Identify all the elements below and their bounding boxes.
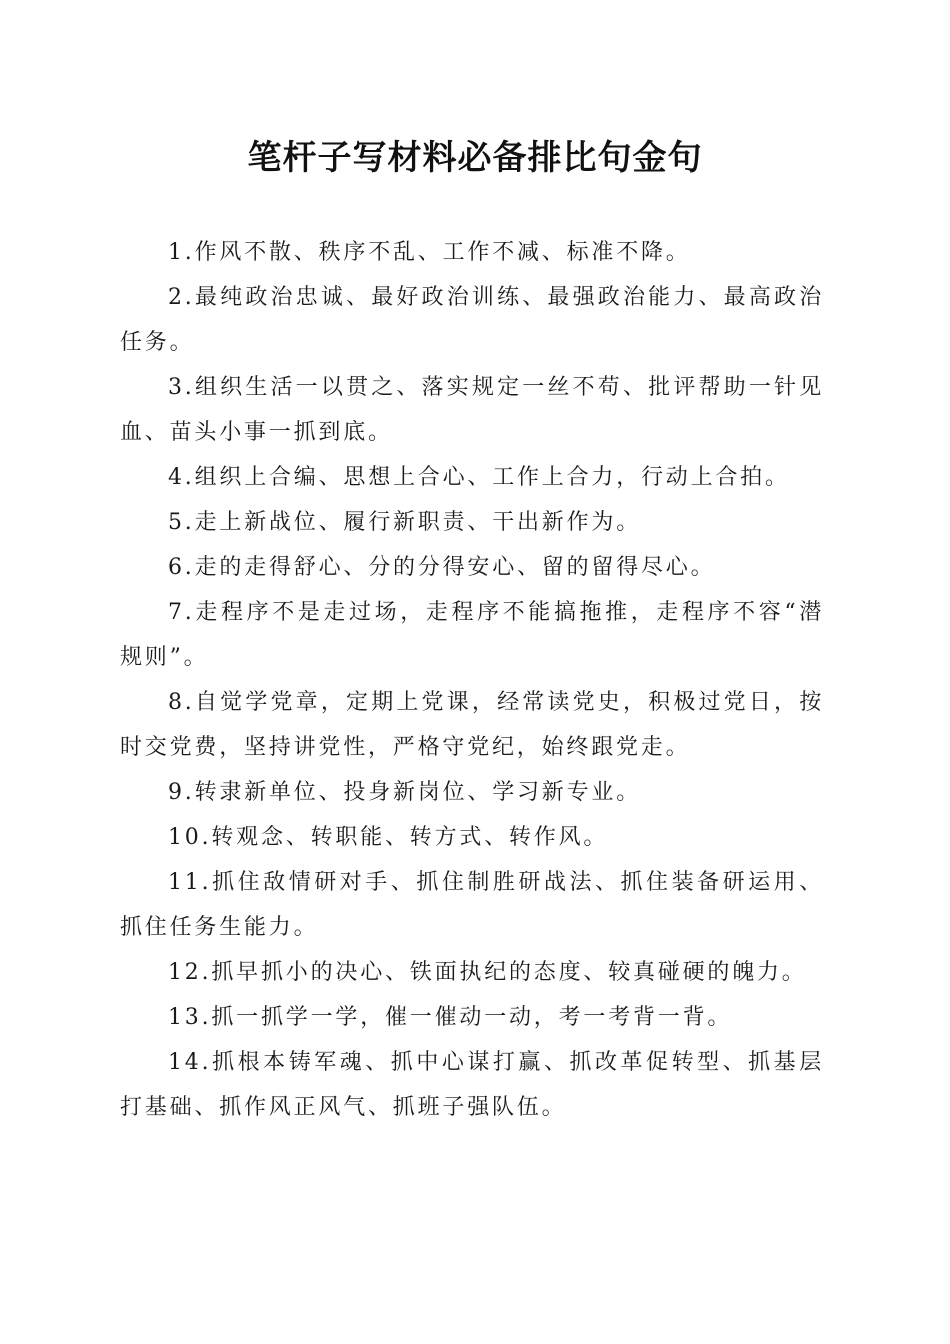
paragraph-10: 10.转观念、转职能、转方式、转作风。: [168, 825, 609, 850]
document-title: 笔杆子写材料必备排比句金句: [247, 138, 703, 178]
paragraph-6: 6.走的走得舒心、分的分得安心、留的留得尽心。: [168, 555, 716, 580]
paragraph-1: 1.作风不散、秩序不乱、工作不减、标准不降。: [168, 240, 691, 265]
paragraph-7: 7.走程序不是走过场，走程序不能搞拖推，走程序不容“潜规则”。: [120, 600, 824, 670]
paragraph-9: 9.转隶新单位、投身新岗位、学习新专业。: [168, 780, 641, 805]
document-body: [120, 230, 824, 1130]
paragraph-3: 3.组织生活一以贯之、落实规定一丝不苟、批评帮助一针见血、苗头小事一抓到底。: [120, 375, 824, 445]
paragraph-12: 12.抓早抓小的决心、铁面执纪的态度、较真碰硬的魄力。: [168, 960, 807, 985]
paragraph-14: 14.抓根本铸军魂、抓中心谋打赢、抓改革促转型、抓基层打基础、抓作风正风气、抓班子强队伍。: [120, 1050, 824, 1120]
paragraph-5: 5.走上新战位、履行新职责、干出新作为。: [168, 510, 641, 535]
paragraph-13: 13.抓一抓学一学，催一催动一动，考一考背一背。: [168, 1005, 733, 1030]
paragraph-11: 11.抓住敌情研对手、抓住制胜研战法、抓住装备研运用、抓住任务生能力。: [120, 870, 824, 940]
paragraph-4: 4.组织上合编、思想上合心、工作上合力，行动上合拍。: [168, 465, 790, 490]
paragraph-2: 2.最纯政治忠诚、最好政治训练、最强政治能力、最高政治任务。: [120, 285, 824, 355]
paragraph-8: 8.自觉学党章，定期上党课，经常读党史，积极过党日，按时交党费，坚持讲党性，严格守党纪，始终跟党走。: [120, 690, 824, 760]
